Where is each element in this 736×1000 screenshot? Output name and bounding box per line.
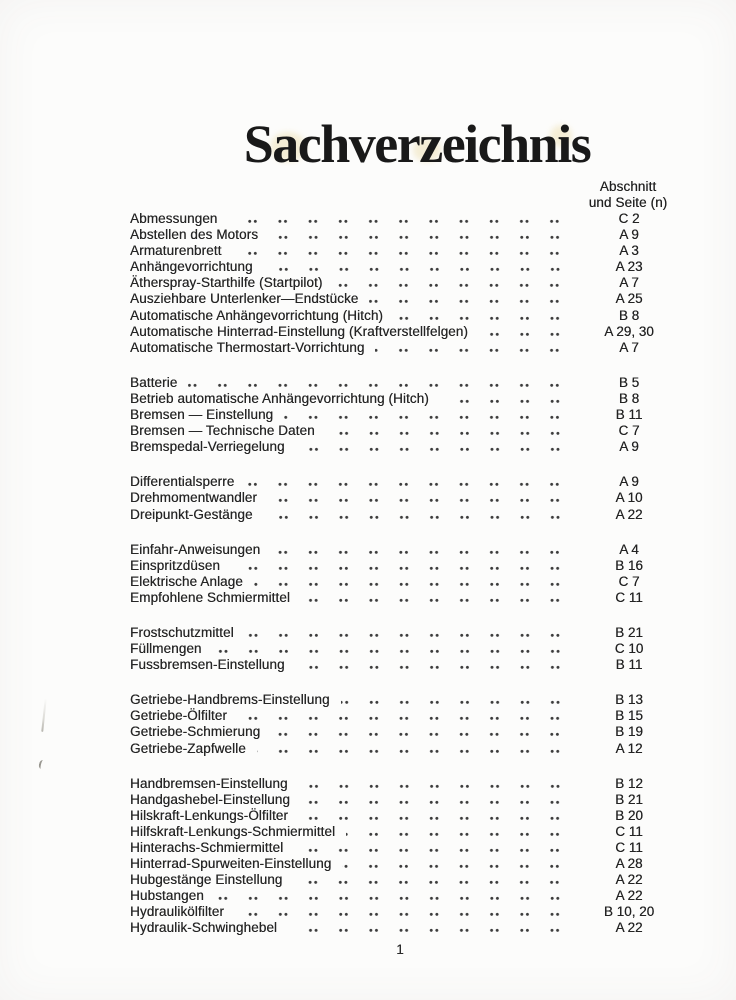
index-entry (130, 824, 672, 840)
dot-leader (440, 391, 580, 407)
entry-ref: A 28 (615, 856, 643, 872)
index-entry (130, 808, 672, 824)
index-entry (130, 904, 672, 920)
entry-ref: B 19 (615, 724, 643, 740)
entry-label: Füllmengen (130, 641, 202, 657)
entry-ref: B 5 (618, 374, 640, 390)
index-entry (130, 888, 672, 904)
dot-leader (394, 308, 580, 324)
index-entry (130, 708, 672, 724)
entry-label: Drehmomentwandler (130, 490, 258, 506)
entry-label: Hinterrad-Spurweiten-Einstellung (130, 856, 332, 872)
index-entry (130, 375, 672, 391)
dot-leader (342, 856, 580, 872)
entry-ref: A 22 (615, 872, 643, 888)
entry-label: Einfahr-Anweisungen (130, 541, 261, 557)
entry-label: Abstellen des Motors (130, 227, 259, 243)
index-entry (130, 407, 672, 423)
dot-leader (188, 375, 580, 391)
entry-label: Ausziehbare Unterlenker—Endstücke (130, 291, 359, 307)
entry-label: Elektrische Anlage (130, 573, 243, 589)
dot-leader (284, 407, 580, 423)
entry-ref: A 23 (615, 259, 643, 275)
entry-ref: A 9 (619, 439, 639, 455)
entry-label: Abmessungen (130, 211, 218, 226)
index-entry (130, 856, 672, 872)
entry-label: Automatische Thermostart-Vorrichtung (130, 339, 365, 355)
scan-artifact (38, 759, 46, 769)
index-entry (130, 340, 672, 356)
index-entry (130, 542, 672, 558)
index-group (130, 474, 672, 522)
entry-ref: B 8 (618, 307, 640, 323)
page-number: 1 (396, 942, 404, 957)
dot-leader (341, 692, 580, 708)
index-entry (130, 211, 672, 227)
index-entry (130, 920, 672, 936)
dot-leader (235, 904, 580, 920)
entry-ref: A 9 (619, 227, 639, 243)
dot-leader (288, 920, 580, 936)
dot-leader (269, 227, 580, 243)
entry-label: Batterie (130, 374, 178, 390)
entry-ref: A 4 (619, 541, 639, 557)
index-list (130, 211, 672, 956)
column-header-line2: und Seite (n) (588, 194, 668, 210)
index-entry (130, 243, 672, 259)
entry-label: Automatische Anhängevorrichtung (Hitch) (130, 307, 384, 323)
entry-ref: B 11 (615, 657, 643, 673)
index-entry (130, 641, 672, 657)
index-entry (130, 474, 672, 490)
entry-label: Getriebe-Handbrems-Einstellung (130, 692, 330, 708)
index-group (130, 375, 672, 455)
entry-ref: A 12 (615, 740, 643, 756)
dot-leader (228, 211, 580, 227)
dot-leader (238, 708, 580, 724)
dot-leader (268, 490, 580, 506)
index-entry (130, 291, 672, 307)
entry-label: Hilfskraft-Lenkungs-Schmiermittel (130, 823, 336, 839)
entry-label: Getriebe-Schmierung (130, 724, 261, 740)
entry-label: Fussbremsen-Einstellung (130, 657, 285, 673)
index-entry (130, 574, 672, 590)
entry-label: Bremspedal-Verriegelung (130, 439, 285, 455)
entry-label: Getriebe-Zapfwelle (130, 740, 246, 756)
entry-ref: A 10 (615, 490, 643, 506)
entry-ref: B 16 (615, 557, 643, 573)
entry-ref: A 22 (615, 888, 643, 904)
entry-label: Anhängevorrichtung (130, 259, 253, 275)
index-group (130, 692, 672, 756)
entry-ref: A 29, 30 (604, 323, 654, 339)
entry-label: Bremsen — Einstellung (130, 407, 274, 423)
dot-leader (213, 641, 580, 657)
index-entry (130, 259, 672, 275)
index-entry (130, 776, 672, 792)
index-entry (130, 558, 672, 574)
entry-label: Betrieb automatische Anhängevorrichtung (Hitch) (130, 390, 429, 406)
index-entry (130, 391, 672, 407)
entry-ref: B 13 (615, 692, 643, 708)
entry-label: Handgashebel-Einstellung (130, 791, 291, 807)
dot-leader (301, 590, 580, 606)
entry-ref: C 11 (615, 823, 643, 839)
entry-ref: B 10, 20 (603, 904, 655, 920)
column-header-line1: Abschnitt (599, 179, 657, 194)
entry-label: Hubgestänge Einstellung (130, 872, 283, 888)
index-entry (130, 657, 672, 673)
entry-ref: B 20 (615, 807, 643, 823)
dot-leader (257, 741, 580, 757)
entry-label: Hydraulik-Schwinghebel (130, 920, 278, 936)
dot-leader (333, 275, 580, 291)
entry-label: Empfohlene Schmiermittel (130, 589, 290, 605)
dot-leader (271, 542, 580, 558)
scan-artifact (41, 698, 47, 732)
dot-leader (301, 792, 580, 808)
dot-leader (231, 558, 580, 574)
dot-leader (264, 259, 580, 275)
index-entry (130, 840, 672, 856)
entry-ref: C 2 (618, 211, 640, 226)
index-group (130, 542, 672, 606)
index-entry (130, 625, 672, 641)
entry-label: Einspritzdüsen (130, 557, 220, 573)
dot-leader (369, 291, 580, 307)
entry-ref: B 11 (615, 407, 643, 423)
entry-ref: C 7 (618, 573, 640, 589)
entry-ref: A 7 (619, 275, 639, 291)
index-entry (130, 590, 672, 606)
index-entry (130, 692, 672, 708)
entry-ref: A 22 (615, 506, 643, 522)
column-header (572, 179, 684, 210)
entry-ref: B 15 (615, 708, 643, 724)
dot-leader (254, 574, 580, 590)
dot-leader (232, 243, 580, 259)
entry-ref: C 10 (614, 641, 644, 657)
entry-label: Differentialsperre (130, 474, 235, 490)
dot-leader (271, 724, 580, 740)
dot-leader (479, 324, 580, 340)
index-entry (130, 439, 672, 455)
entry-ref: B 21 (615, 624, 643, 640)
page-title: Sachverzeichnis (243, 114, 591, 174)
dot-leader (346, 824, 580, 840)
index-group (130, 625, 672, 673)
entry-label: Ätherspray-Starthilfe (Startpilot) (130, 275, 323, 291)
dot-leader (296, 657, 580, 673)
entry-label: Hydraulikölfilter (130, 904, 224, 920)
entry-label: Armaturenbrett (130, 243, 222, 259)
dot-leader (294, 840, 580, 856)
entry-label: Hubstangen (130, 888, 204, 904)
entry-ref: B 21 (615, 791, 643, 807)
entry-ref: B 8 (618, 390, 640, 406)
dot-leader (296, 439, 580, 455)
entry-label: Getriebe-Ölfilter (130, 708, 227, 724)
entry-label: Handbremsen-Einstellung (130, 775, 288, 791)
index-entry (130, 490, 672, 506)
entry-ref: B 12 (615, 775, 643, 791)
index-group (130, 211, 672, 356)
dot-leader (375, 340, 580, 356)
entry-label: Frostschutzmittel (130, 624, 234, 640)
entry-ref: A 7 (619, 339, 639, 355)
entry-ref: C 7 (618, 423, 640, 439)
index-group (130, 776, 672, 937)
entry-label: Automatische Hinterrad-Einstellung (Kraftverstellfelgen) (130, 323, 468, 339)
dot-leader (264, 507, 580, 523)
index-entry (130, 324, 672, 340)
entry-label: Hinterachs-Schmiermittel (130, 840, 284, 855)
index-entry (130, 872, 672, 888)
entry-ref: A 22 (615, 920, 643, 936)
entry-ref: A 3 (619, 243, 639, 259)
dot-leader (293, 872, 580, 888)
entry-ref: A 25 (615, 291, 643, 307)
index-entry (130, 423, 672, 439)
index-entry (130, 724, 672, 740)
entry-label: Bremsen — Technische Daten (130, 423, 315, 439)
index-entry (130, 741, 672, 757)
index-entry (130, 227, 672, 243)
dot-leader (326, 423, 580, 439)
dot-leader (245, 625, 580, 641)
dot-leader (215, 888, 580, 904)
index-entry (130, 792, 672, 808)
dot-leader (299, 776, 580, 792)
dot-leader (245, 474, 580, 490)
entry-ref: C 11 (615, 589, 643, 605)
dot-leader (299, 808, 580, 824)
index-entry (130, 507, 672, 523)
index-entry (130, 308, 672, 324)
entry-label: Hilskraft-Lenkungs-Ölfilter (130, 807, 288, 823)
entry-label: Dreipunkt-Gestänge (130, 506, 253, 522)
entry-ref: A 9 (619, 474, 639, 490)
index-entry (130, 275, 672, 291)
entry-ref: C 11 (615, 840, 643, 855)
